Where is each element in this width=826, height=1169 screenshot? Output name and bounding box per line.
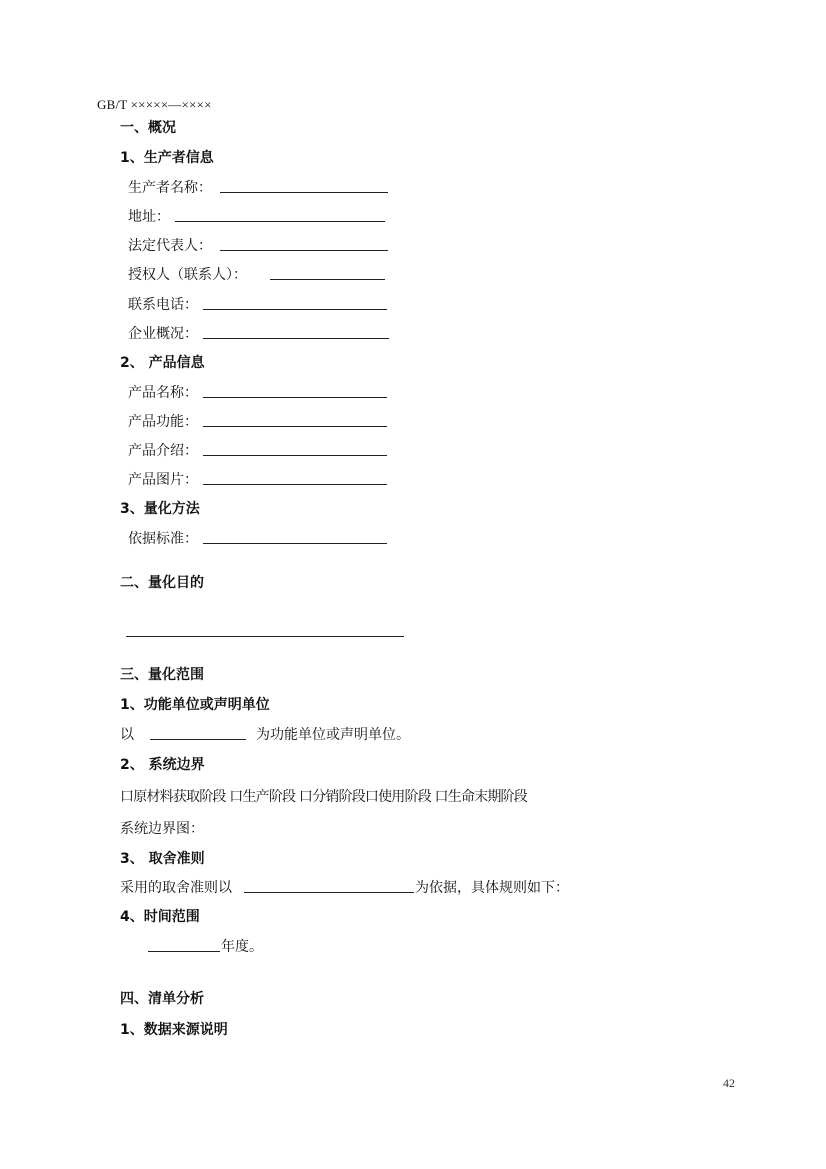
product-name-field[interactable] — [203, 397, 387, 398]
standard-label: 依据标准： — [128, 531, 198, 547]
product-image-field[interactable] — [203, 484, 387, 485]
product-function-field[interactable] — [203, 426, 387, 427]
contact-person-field[interactable] — [270, 279, 385, 280]
legal-rep-field[interactable] — [220, 250, 388, 251]
section-2-title: 二、量化目的 — [120, 575, 204, 591]
purpose-field[interactable] — [126, 636, 404, 637]
page-number: 42 — [723, 1076, 735, 1090]
cutoff-suffix: 为依据，具体规则如下： — [415, 880, 569, 896]
phone-field[interactable] — [203, 309, 387, 310]
standard-field[interactable] — [203, 543, 387, 544]
document-header: GB/T ×××××—×××× — [97, 97, 212, 112]
section-1-title: 一、概况 — [120, 120, 176, 136]
functional-unit-title: 1、功能单位或声明单位 — [120, 697, 270, 713]
product-info-title: 2、 产品信息 — [120, 355, 205, 371]
product-name-label: 产品名称： — [128, 385, 198, 401]
cutoff-field[interactable] — [244, 892, 414, 893]
cutoff-criteria-title: 3、 取舍准则 — [120, 851, 205, 867]
address-field[interactable] — [175, 221, 385, 222]
year-field[interactable] — [148, 951, 220, 952]
company-overview-label: 企业概况： — [128, 326, 198, 342]
producer-name-label: 生产者名称： — [128, 180, 212, 196]
method-title: 3、量化方法 — [120, 501, 200, 517]
functional-unit-prefix: 以 — [120, 727, 134, 743]
data-source-title: 1、数据来源说明 — [120, 1022, 228, 1038]
company-overview-field[interactable] — [203, 338, 389, 339]
product-function-label: 产品功能： — [128, 414, 198, 430]
boundary-diagram-label: 系统边界图： — [120, 821, 204, 837]
time-range-title: 4、时间范围 — [120, 909, 200, 925]
functional-unit-suffix: 为功能单位或声明单位。 — [256, 727, 410, 743]
producer-name-field[interactable] — [220, 192, 388, 193]
lifecycle-stage-options[interactable]: 口原材料获取阶段 口生产阶段 口分销阶段口使用阶段 口生命末期阶段 — [120, 789, 527, 805]
product-image-label: 产品图片： — [128, 472, 198, 488]
section-3-title: 三、量化范围 — [120, 667, 204, 683]
legal-rep-label: 法定代表人： — [128, 238, 212, 254]
product-intro-label: 产品介绍： — [128, 443, 198, 459]
section-4-title: 四、清单分析 — [120, 991, 204, 1007]
system-boundary-title: 2、 系统边界 — [120, 757, 205, 773]
producer-info-title: 1、生产者信息 — [120, 150, 214, 166]
cutoff-prefix: 采用的取舍准则以 — [120, 880, 232, 896]
address-label: 地址： — [128, 209, 170, 225]
product-intro-field[interactable] — [203, 455, 387, 456]
year-suffix: 年度。 — [221, 939, 263, 955]
phone-label: 联系电话： — [128, 297, 198, 313]
functional-unit-field[interactable] — [150, 739, 246, 740]
contact-person-label: 授权人（联系人）： — [128, 267, 247, 283]
